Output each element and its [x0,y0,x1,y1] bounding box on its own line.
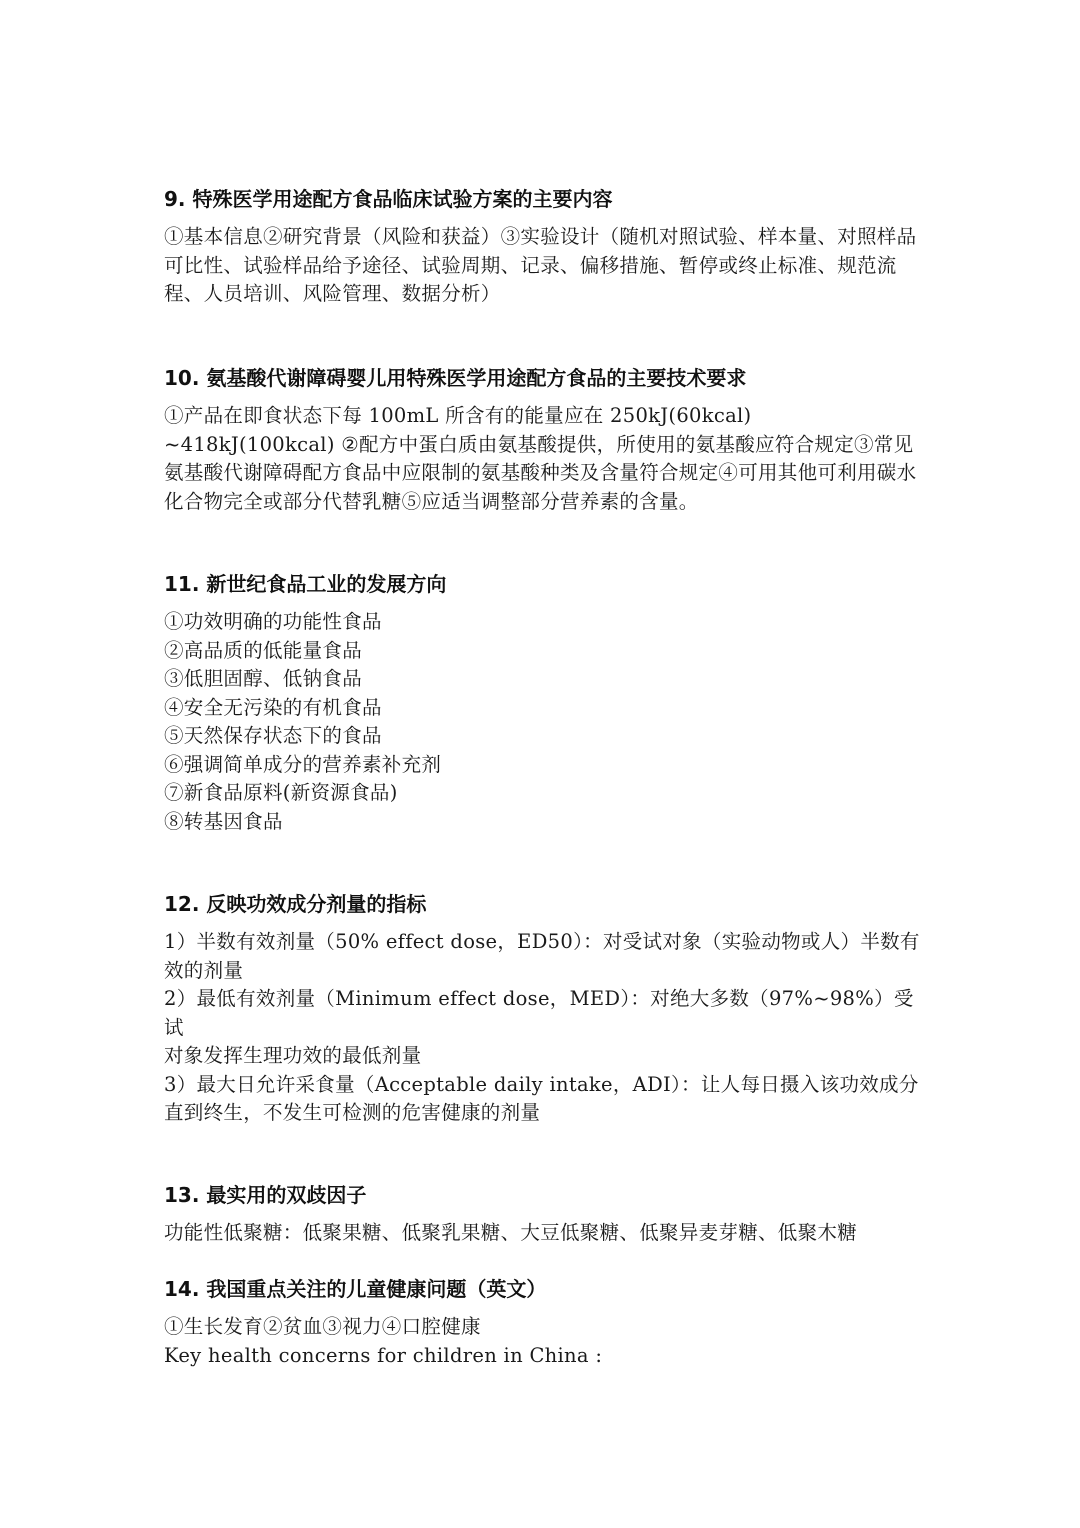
list-item: ⑧转基因食品 [164,809,283,833]
section-paragraph [164,1219,924,1248]
section-heading: 9. 特殊医学用途配方食品临床试验方案的主要内容 [164,187,613,211]
section-9 [164,185,924,309]
list-item: ②高品质的低能量食品 [164,638,363,662]
paragraph-text: ①产品在即食状态下每 100mL 所含有的能量应在 250kJ(60kcal) ~418kJ(100kcal) ②配方中蛋白质由氨基酸提供，所使用的氨基酸应符合规定③常见氨基酸代谢障碍配方食品中应限制的氨基酸种类及含量符合规定④可用其他可利用碳水化合物完全或部分代替乳糖⑤应适当调整部分营养素的含量。 [164,404,917,513]
section-heading: 13. 最实用的双歧因子 [164,1183,367,1207]
section-paragraph [164,223,924,309]
section-heading: 10. 氨基酸代谢障碍婴儿用特殊医学用途配方食品的主要技术要求 [164,366,747,390]
list-item: 2）最低有效剂量（Minimum effect dose，MED）：对绝大多数（97%~98%）受试 [164,987,914,1039]
section-heading: 11. 新世纪食品工业的发展方向 [164,572,447,596]
section-paragraph [164,402,924,516]
section-list [164,928,924,1128]
list-item: Key health concerns for children in China : [164,1343,603,1367]
list-item: 对象发挥生理功效的最低剂量 [164,1044,422,1067]
list-item: ④安全无污染的有机食品 [164,695,382,719]
section-11 [164,570,924,836]
section-14 [164,1275,924,1370]
section-10 [164,364,924,516]
section-list [164,608,924,836]
list-item: ⑤天然保存状态下的食品 [164,724,382,747]
list-item: ①功效明确的功能性食品 [164,610,382,633]
paragraph-text: ①基本信息②研究背景（风险和获益）③实验设计（随机对照试验、样本量、对照样品可比性、试验样品给予途径、试验周期、记录、偏移措施、暂停或终止标准、规范流程、人员培训、风险管理、数据分析） [164,225,917,305]
section-heading: 12. 反映功效成分剂量的指标 [164,892,427,916]
section-heading: 14. 我国重点关注的儿童健康问题（英文） [164,1277,547,1301]
list-item: ⑦新食品原料(新资源食品) [164,781,398,804]
section-12 [164,890,924,1128]
paragraph-text: 功能性低聚糖：低聚果糖、低聚乳果糖、大豆低聚糖、低聚异麦芽糖、低聚木糖 [164,1221,858,1244]
section-13 [164,1181,924,1248]
section-list [164,1313,924,1370]
list-item: ①生长发育②贫血③视力④口腔健康 [164,1315,481,1338]
list-item: 1）半数有效剂量（50% effect dose，ED50）：对受试对象（实验动物或人）半数有效的剂量 [164,930,920,982]
list-item: 3）最大日允许采食量（Acceptable daily intake，ADI）：让人每日摄入该功效成分直到终生，不发生可检测的危害健康的剂量 [164,1072,919,1124]
list-item: ⑥强调简单成分的营养素补充剂 [164,752,442,776]
list-item: ③低胆固醇、低钠食品 [164,667,363,690]
